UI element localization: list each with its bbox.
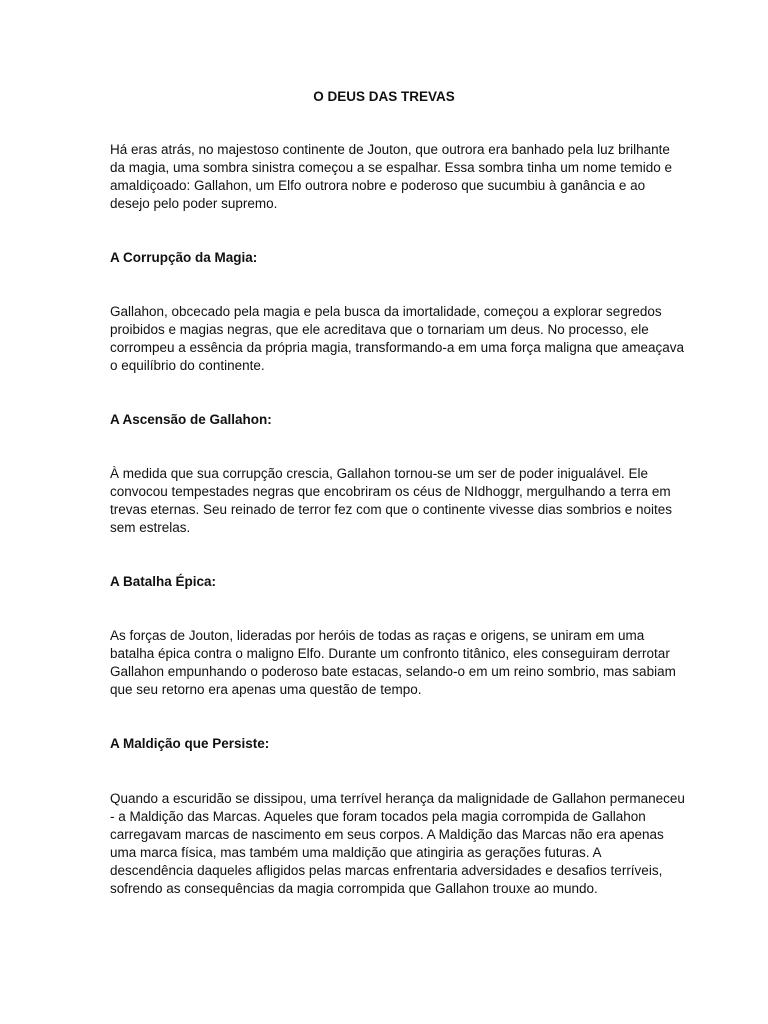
section-heading: A Batalha Épica: bbox=[110, 574, 217, 589]
paragraph-line: uma marca física, mas também uma maldição que atingiria as gerações futuras. A bbox=[110, 845, 602, 860]
paragraph-line: sofrendo as consequências da magia corrompida que Gallahon trouxe ao mundo. bbox=[110, 881, 598, 896]
section-heading: A Ascensão de Gallahon: bbox=[110, 412, 272, 427]
paragraph-line: À medida que sua corrupção crescia, Gallahon tornou-se um ser de poder inigualável. Ele bbox=[110, 466, 649, 481]
section-paragraph bbox=[110, 790, 685, 898]
paragraph-line: batalha épica contra o maligno Elfo. Durante um confronto titânico, eles conseguiram derrotar bbox=[110, 646, 670, 661]
paragraph-line: desejo pelo poder supremo. bbox=[110, 196, 278, 211]
paragraph-line: convocou tempestades negras que encobriram os céus de NIdhoggr, mergulhando a terra em bbox=[110, 484, 671, 499]
section-paragraph bbox=[110, 627, 676, 699]
paragraph-line: proibidos e magias negras, que ele acreditava que o tornariam um deus. No processo, ele bbox=[110, 322, 649, 337]
paragraph-line: sem estrelas. bbox=[110, 520, 191, 535]
paragraph-line: As forças de Jouton, lideradas por heróis de todas as raças e origens, se uniram em uma bbox=[110, 628, 645, 643]
paragraph-line: Há eras atrás, no majestoso continente de Jouton, que outrora era banhado pela luz brilhante bbox=[110, 142, 670, 157]
paragraph-line: descendência daqueles afligidos pelas marcas enfrentaria adversidades e desafios terríveis, bbox=[110, 863, 663, 878]
section-paragraph bbox=[110, 465, 673, 537]
section-heading: A Maldição que Persiste: bbox=[110, 736, 270, 751]
paragraph-line: Gallahon, obcecado pela magia e pela busca da imortalidade, começou a explorar segredos bbox=[110, 304, 662, 319]
intro-paragraph bbox=[110, 141, 673, 213]
paragraph-line: Gallahon empunhando o poderoso bate estacas, selando-o em um reino sombrio, mas sabiam bbox=[110, 664, 676, 679]
paragraph-line: - a Maldição das Marcas. Aqueles que foram tocados pela magia corrompida de Gallahon bbox=[110, 809, 646, 824]
paragraph-line: trevas eternas. Seu reinado de terror fez com que o continente vivesse dias sombrios e noites bbox=[110, 502, 673, 517]
paragraph-line: o equilíbrio do continente. bbox=[110, 358, 265, 373]
section-paragraph bbox=[110, 303, 685, 375]
paragraph-line: Quando a escuridão se dissipou, uma terrível herança da malignidade de Gallahon permaneceu bbox=[110, 791, 685, 806]
section-heading: A Corrupção da Magia: bbox=[110, 250, 258, 265]
document-title: O DEUS DAS TREVAS bbox=[313, 89, 455, 104]
paragraph-line: carregavam marcas de nascimento em seus corpos. A Maldição das Marcas não era apenas bbox=[110, 827, 664, 842]
paragraph-line: que seu retorno era apenas uma questão de tempo. bbox=[110, 682, 422, 697]
paragraph-line: amaldiçoado: Gallahon, um Elfo outrora nobre e poderoso que sucumbiu à ganância e ao bbox=[110, 178, 646, 193]
paragraph-line: da magia, uma sombra sinistra começou a se espalhar. Essa sombra tinha um nome temido e bbox=[110, 160, 673, 175]
paragraph-line: corrompeu a essência da própria magia, transformando-a em uma força maligna que ameaçava bbox=[110, 340, 685, 355]
